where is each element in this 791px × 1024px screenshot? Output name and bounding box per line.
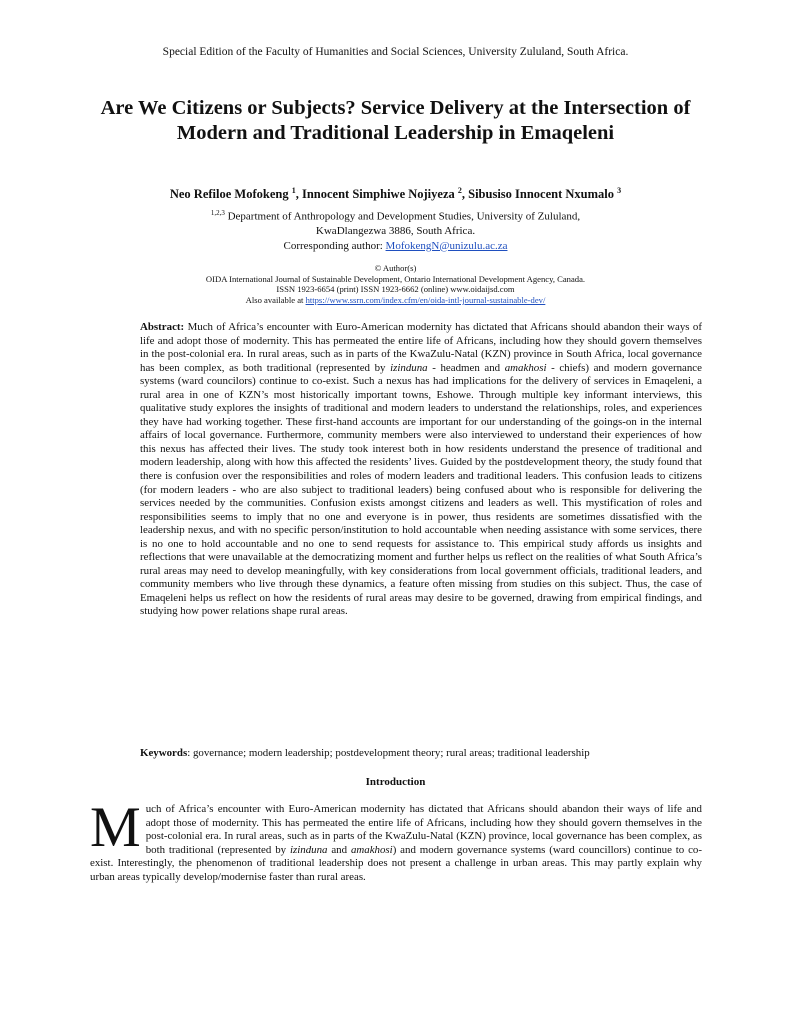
author-list: Neo Refiloe Mofokeng $^1$, Innocent Simphiwe Nojiyeza $^2$, Sibusiso Innocent Nxumalo $^3$	[169, 186, 622, 202]
abstract-paragraph	[140, 321, 702, 619]
corresponding-label: Corresponding author:	[283, 239, 386, 252]
author-name: Neo Refiloe Mofokeng	[169, 187, 289, 202]
issn-line: ISSN 1923-6654 (print) ISSN 1923-6662 (online) www.oidaijsd.com	[276, 284, 515, 295]
introduction-paragraph	[90, 796, 703, 885]
abstract-text: - headmen and	[427, 361, 505, 374]
affiliation-line	[0, 206, 791, 224]
author-marker: 2	[457, 186, 462, 195]
corresponding-author	[0, 239, 791, 254]
ssrn-link[interactable]: https://www.ssrn.com/index.cfm/en/oida-intl-journal-sustainable-dev/	[305, 295, 546, 306]
intro-text: and	[327, 843, 351, 856]
corresponding-email-link[interactable]: MofokengN@unizulu.ac.za	[385, 239, 508, 252]
affiliation-block	[0, 206, 791, 253]
intro-text: ) and modern governance systems (ward councillors) continue to co-exist. Interestingly, the phenomenon of traditional leadership does not present a challenge in urban areas. This may partly explain why urban areas typically develop/modernise faster than rural areas.	[90, 843, 703, 883]
available-line	[0, 295, 791, 306]
running-header: Special Edition of the Faculty of Humanities and Social Sciences, University Zululand, South Africa.	[162, 46, 629, 58]
paper-title: Are We Citizens or Subjects? Service Delivery at the Intersection of Modern and Traditional Leadership in Emaqeleni	[100, 97, 691, 144]
affiliation-marker: 1,2,3	[210, 209, 225, 217]
abstract-term: izinduna	[390, 361, 428, 374]
author-name: Innocent Simphiwe Nojiyeza	[301, 187, 455, 202]
copyright-line: © Author(s)	[374, 263, 417, 273]
section-heading-introduction: Introduction	[365, 776, 426, 788]
available-label: Also available at	[245, 295, 306, 306]
keywords-text: : governance; modern leadership; postdevelopment theory; rural areas; traditional leadership	[187, 747, 590, 759]
drop-cap: M	[90, 796, 141, 859]
author-name: Sibusiso Innocent Nxumalo	[468, 187, 614, 202]
affiliation-text: Department of Anthropology and Development Studies, University of Zululand,	[227, 210, 581, 223]
author-marker: 1	[291, 186, 296, 195]
abstract-text: - chiefs) and modern governance systems (ward councilors) continue to co-exist. Such a nexus has had implications for the delivery of services in Emaqeleni, a rural area in one of KZN’s most historically important towns, Eshowe. Through multiple key informant interviews, this qualitative study explores the insights of traditional and modern leaders to understand the relationships, roles, and experiences they have had working together. These first-hand accounts are important for our understanding of the goings-on in the internal affairs of local governance. Furthermore, community members were also interviewed to understand their experiences of how this nexus has affected their lives. The study took interest both in how residents understand the presence of traditional and modern leadership, along with how this affected the residents’ lives. Guided by the postdevelopment theory, the study found that there is confusion over the responsibilities and roles of modern leaders and traditional leaders. This confusion leads to citizens (for modern leaders - who are also subject to traditional leaders) being confused about who is responsible for delivering the services needed by the communities. Confusion exists amongst citizens and leaders as well. This mystification of roles and responsibilities seems to imply that no one and everyone is in power, thus residents are sometimes dissatisfied with the leadership nexus, and with no specific person/institution to hold accountable when needing assistance with some services, there is no one to hold accountable and no one to send requests for assistance to. This empirical study affords us insights and reflections that were unavailable at the democratizing moment and further helps us reflect on the realities of what South Africa’s rural areas may need to develop meaningfully, with key considerations from local government officials, traditional leaders, and community members who live through these dynamics, a feature often missing from studies on this subject. Thus, the case of Emaqeleni helps us reflect on how the residents of rural areas may desire to be governed, drawing from empirical findings, and studying how power relations shape rural areas.	[140, 361, 702, 618]
abstract-label: Abstract:	[140, 321, 185, 333]
intro-term: amakhosi	[350, 843, 393, 856]
keywords-paragraph	[140, 747, 702, 761]
keywords-label: Keywords	[140, 747, 188, 759]
affiliation-address: KwaDlangezwa 3886, South Africa.	[315, 225, 476, 238]
intro-text: uch of Africa’s encounter with Euro-American modernity has dictated that Africans should abandon their ways of life and adopt those of modernity. This has permeated the entire life of Africans, including how they should govern themselves in the post-colonial era. In rural areas, such as in parts of the KwaZulu-Natal (KZN) province, local governance has been complex, as both traditional (represented by	[145, 803, 702, 856]
abstract-term: amakhosi	[504, 361, 547, 374]
intro-term: izinduna	[289, 843, 328, 856]
author-marker: 3	[617, 186, 622, 195]
abstract-text: Much of Africa’s encounter with Euro-American modernity has dictated that Africans should abandon their ways of life and adopt those of modernity. This has permeated the entire life of Africans, including how they should govern themselves in the post-colonial era. In rural areas, such as in parts of the KwaZulu-Natal (KZN) province in South Africa, local governance has been complex, as both traditional (represented by	[140, 321, 702, 374]
publication-info	[0, 263, 791, 306]
journal-line: OIDA International Journal of Sustainable Development, Ontario International Development Agency, Canada.	[205, 273, 586, 284]
